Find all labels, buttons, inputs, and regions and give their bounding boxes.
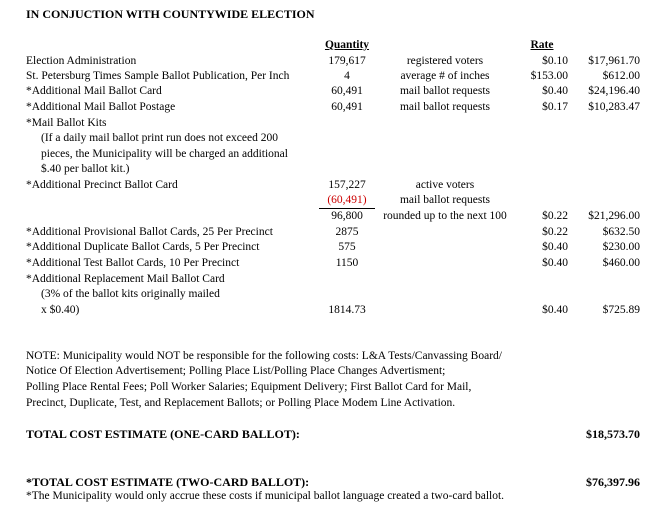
mail-ballot-kits-note-line: pieces, the Municipality will be charged an additional bbox=[41, 148, 288, 160]
row-qty-mail-ballot-card: 60,491 bbox=[331, 85, 363, 97]
precinct-mail-requests-unit: mail ballot requests bbox=[399, 194, 491, 206]
row-total-precinct-ballot-card: $21,296.00 bbox=[588, 210, 640, 222]
row-qty-mail-ballot-postage: 60,491 bbox=[331, 101, 363, 113]
row-qty-election-administration: 179,617 bbox=[328, 55, 366, 67]
row-unit-election-administration: registered voters bbox=[406, 55, 484, 67]
row-total-election-administration: $17,961.70 bbox=[588, 55, 640, 67]
row-label-provisional-ballot-cards: *Additional Provisional Ballot Cards, 25 Per Precinct bbox=[26, 226, 273, 238]
row-rate-provisional-ballot-cards: $0.22 bbox=[542, 226, 568, 238]
row-label-sample-ballot-publication: St. Petersburg Times Sample Ballot Publication, Per Inch bbox=[26, 70, 290, 82]
row-label-election-administration: Election Administration bbox=[26, 55, 137, 67]
total-two-card-value: $76,397.96 bbox=[586, 475, 640, 489]
row-label-mail-ballot-postage: *Additional Mail Ballot Postage bbox=[26, 101, 176, 113]
row-qty-sample-ballot-publication: 4 bbox=[344, 70, 350, 82]
row-unit-mail-ballot-postage: mail ballot requests bbox=[399, 101, 491, 113]
row-label-precinct-ballot-card: *Additional Precinct Ballot Card bbox=[26, 179, 178, 191]
note-line: Precinct, Duplicate, Test, and Replacement Ballots; or Polling Place Modem Line Activation. bbox=[26, 397, 456, 409]
row-total-duplicate-ballot-cards: $230.00 bbox=[602, 241, 640, 253]
row-unit-mail-ballot-card: mail ballot requests bbox=[399, 85, 491, 97]
row-qty-test-ballot-cards: 1150 bbox=[335, 257, 359, 269]
total-one-card-label: TOTAL COST ESTIMATE (ONE-CARD BALLOT): bbox=[26, 427, 300, 441]
row-label-test-ballot-cards: *Additional Test Ballot Cards, 10 Per Precinct bbox=[26, 257, 240, 269]
replacement-note-line: (3% of the ballot kits originally mailed bbox=[41, 288, 220, 300]
row-rate-duplicate-ballot-cards: $0.40 bbox=[542, 241, 568, 253]
precinct-rounded-unit: rounded up to the next 100 bbox=[383, 210, 507, 222]
quantity-header: Quantity bbox=[324, 39, 370, 51]
mail-ballot-kits-note-line: (If a daily mail ballot print run does not exceed 200 bbox=[41, 132, 278, 144]
row-rate-election-administration: $0.10 bbox=[542, 55, 568, 67]
row-total-test-ballot-cards: $460.00 bbox=[602, 257, 640, 269]
note-line: Notice Of Election Advertisement; Polling Place List/Polling Place Changes Advertisment; bbox=[26, 365, 446, 377]
row-rate-test-ballot-cards: $0.40 bbox=[542, 257, 568, 269]
row-unit-sample-ballot-publication: average # of inches bbox=[400, 70, 490, 82]
mail-ballot-kits-note-line: $.40 per ballot kit.) bbox=[41, 163, 130, 175]
total-two-card-label: *TOTAL COST ESTIMATE (TWO-CARD BALLOT): bbox=[26, 475, 310, 489]
row-rate-mail-ballot-postage: $0.17 bbox=[542, 101, 568, 113]
two-card-footnote: *The Municipality would only accrue these costs if municipal ballot language created a two-card ballot. bbox=[26, 490, 505, 502]
row-label-mail-ballot-kits: *Mail Ballot Kits bbox=[26, 117, 107, 129]
row-total-mail-ballot-card: $24,196.40 bbox=[588, 85, 640, 97]
row-qty-duplicate-ballot-cards: 575 bbox=[338, 241, 356, 253]
note-line: NOTE: Municipality would NOT be responsible for the following costs: L&A Tests/Canvassing Board/ bbox=[26, 350, 502, 362]
row-total-mail-ballot-postage: $10,283.47 bbox=[588, 101, 640, 113]
row-qty-replacement-mail-ballot-card: 1814.73 bbox=[328, 304, 366, 316]
row-rate-mail-ballot-card: $0.40 bbox=[542, 85, 568, 97]
row-rate-sample-ballot-publication: $153.00 bbox=[530, 70, 568, 82]
rate-header: Rate bbox=[530, 39, 554, 51]
row-rate-precinct-ballot-card: $0.22 bbox=[542, 210, 568, 222]
page-title: IN CONJUCTION WITH COUNTYWIDE ELECTION bbox=[26, 7, 315, 21]
subtotal-rule bbox=[319, 208, 375, 209]
row-total-provisional-ballot-cards: $632.50 bbox=[602, 226, 640, 238]
total-one-card-value: $18,573.70 bbox=[586, 427, 640, 441]
row-label-mail-ballot-card: *Additional Mail Ballot Card bbox=[26, 85, 162, 97]
row-label-duplicate-ballot-cards: *Additional Duplicate Ballot Cards, 5 Per Precinct bbox=[26, 241, 260, 253]
row-qty-provisional-ballot-cards: 2875 bbox=[335, 226, 359, 238]
row-rate-replacement-mail-ballot-card: $0.40 bbox=[542, 304, 568, 316]
row-total-replacement-mail-ballot-card: $725.89 bbox=[602, 304, 640, 316]
precinct-rounded-qty: 96,800 bbox=[331, 210, 363, 222]
precinct-active-voters-qty: 157,227 bbox=[328, 179, 366, 191]
note-line: Polling Place Rental Fees; Poll Worker Salaries; Equipment Delivery; First Ballot Card for Mail, bbox=[26, 381, 472, 393]
precinct-mail-requests-qty: (60,491) bbox=[327, 194, 367, 206]
row-label-replacement-mail-ballot-card: *Additional Replacement Mail Ballot Card bbox=[26, 273, 225, 285]
replacement-note-line: x $0.40) bbox=[41, 304, 80, 316]
row-total-sample-ballot-publication: $612.00 bbox=[602, 70, 640, 82]
precinct-active-voters-unit: active voters bbox=[415, 179, 475, 191]
